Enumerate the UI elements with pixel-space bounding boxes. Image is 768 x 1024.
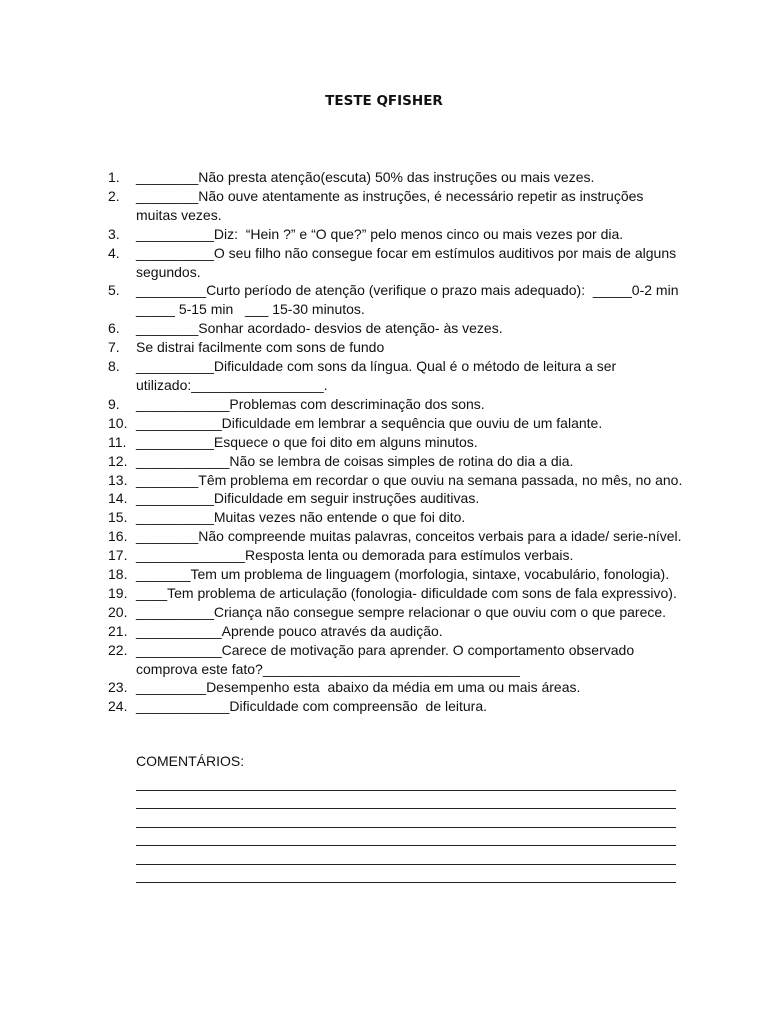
question-text: __________Diz: “Hein ?” e “O que?” pelo menos cinco ou mais vezes por dia. <box>136 225 624 242</box>
question-item <box>108 622 688 641</box>
question-item <box>108 338 688 357</box>
question-item <box>108 225 688 244</box>
question-number: 4. <box>108 244 120 261</box>
question-text: ________Não presta atenção(escuta) 50% das instruções ou mais vezes. <box>136 169 595 185</box>
comment-line <box>136 865 676 884</box>
question-number: 12. <box>108 452 128 469</box>
question-number: 16. <box>108 528 128 545</box>
question-item <box>108 187 688 225</box>
question-number: 8. <box>108 358 120 375</box>
question-text: _________Desempenho esta abaixo da média em uma ou mais áreas. <box>136 679 581 696</box>
question-item <box>108 244 688 282</box>
question-number: 23. <box>108 679 128 696</box>
question-text: ________Não compreende muitas palavras, conceitos verbais para a idade/ serie-nível. <box>136 528 682 545</box>
question-number: 21. <box>108 622 128 639</box>
question-number: 7. <box>108 339 120 356</box>
question-item <box>108 565 688 584</box>
question-number: 14. <box>108 490 128 507</box>
question-text: ________Sonhar acordado- desvios de atenção- às vezes. <box>136 320 503 337</box>
question-item <box>108 546 688 565</box>
question-text: __________Dificuldade em seguir instruções auditivas. <box>136 490 480 507</box>
question-item <box>108 452 688 471</box>
question-item <box>108 281 688 319</box>
question-number: 18. <box>108 566 128 583</box>
question-number: 3. <box>108 225 120 242</box>
comment-line <box>136 809 676 828</box>
question-item <box>108 168 688 187</box>
question-item <box>108 489 688 508</box>
comment-line <box>136 772 676 791</box>
question-item <box>108 641 688 679</box>
question-item <box>108 584 688 603</box>
question-item <box>108 319 688 338</box>
comment-line <box>136 846 676 865</box>
question-item <box>108 527 688 546</box>
question-text: ____Tem problema de articulação (fonologia- dificuldade com sons de fala expressivo). <box>136 584 677 601</box>
comment-line <box>136 791 676 810</box>
question-number: 6. <box>108 320 120 337</box>
question-text: _______Tem um problema de linguagem (morfologia, sintaxe, vocabulário, fonologia). <box>136 566 670 583</box>
question-text: Se distrai facilmente com sons de fundo <box>136 339 385 356</box>
question-text: ____________Problemas com descriminação dos sons. <box>136 395 485 412</box>
question-text: ______________Resposta lenta ou demorada para estímulos verbais. <box>136 547 574 564</box>
question-number: 11. <box>108 433 127 450</box>
question-number: 17. <box>108 547 128 564</box>
question-number: 5. <box>108 282 120 299</box>
page-title: TESTE QFISHER <box>325 93 443 109</box>
question-item <box>108 678 688 697</box>
question-text: __________O seu filho não consegue focar em estímulos auditivos por mais de alguns segundos. <box>136 244 677 280</box>
question-number: 10. <box>108 414 128 431</box>
question-item <box>108 433 688 452</box>
question-text: __________Esquece o que foi dito em alguns minutos. <box>136 433 478 450</box>
question-number: 2. <box>108 187 120 204</box>
comments-section <box>136 752 676 883</box>
question-item <box>108 357 688 395</box>
question-item <box>108 603 688 622</box>
question-text: ___________Aprende pouco através da audição. <box>136 622 443 639</box>
question-text: ___________Dificuldade em lembrar a sequência que ouviu de um falante. <box>136 414 603 431</box>
question-item <box>108 395 688 414</box>
question-text: _________Curto período de atenção (verifique o prazo mais adequado): _____0-2 min _____ 5-15 min ___ 15-30 minutos. <box>136 282 679 318</box>
question-item <box>108 697 688 716</box>
question-number: 9. <box>108 395 120 412</box>
question-text: ________Têm problema em recordar o que ouviu na semana passada, no mês, no ano. <box>136 471 683 488</box>
question-text: __________Dificuldade com sons da língua. Qual é o método de leitura a ser utilizado:_________________. <box>136 358 617 393</box>
question-item <box>108 508 688 527</box>
comment-line <box>136 828 676 847</box>
question-number: 20. <box>108 603 128 620</box>
question-number: 1. <box>108 169 120 185</box>
question-text: __________Criança não consegue sempre relacionar o que ouviu com o que parece. <box>136 603 667 620</box>
question-number: 22. <box>108 641 128 658</box>
question-list <box>108 168 688 716</box>
comments-label: COMENTÁRIOS: <box>136 753 245 769</box>
question-number: 15. <box>108 509 128 526</box>
question-text: __________Muitas vezes não entende o que foi dito. <box>136 509 466 526</box>
question-text: ____________Não se lembra de coisas simples de rotina do dia a dia. <box>136 452 574 469</box>
question-item <box>108 471 688 490</box>
question-item <box>108 414 688 433</box>
question-number: 19. <box>108 584 128 601</box>
question-number: 13. <box>108 471 128 488</box>
question-text: ________Não ouve atentamente as instruções, é necessário repetir as instruções muitas vezes. <box>136 187 644 223</box>
question-number: 24. <box>108 698 128 715</box>
question-text: ___________Carece de motivação para aprender. O comportamento observado comprova este fato?_________________________________ <box>136 641 635 677</box>
question-text: ____________Dificuldade com compreensão de leitura. <box>136 698 488 715</box>
